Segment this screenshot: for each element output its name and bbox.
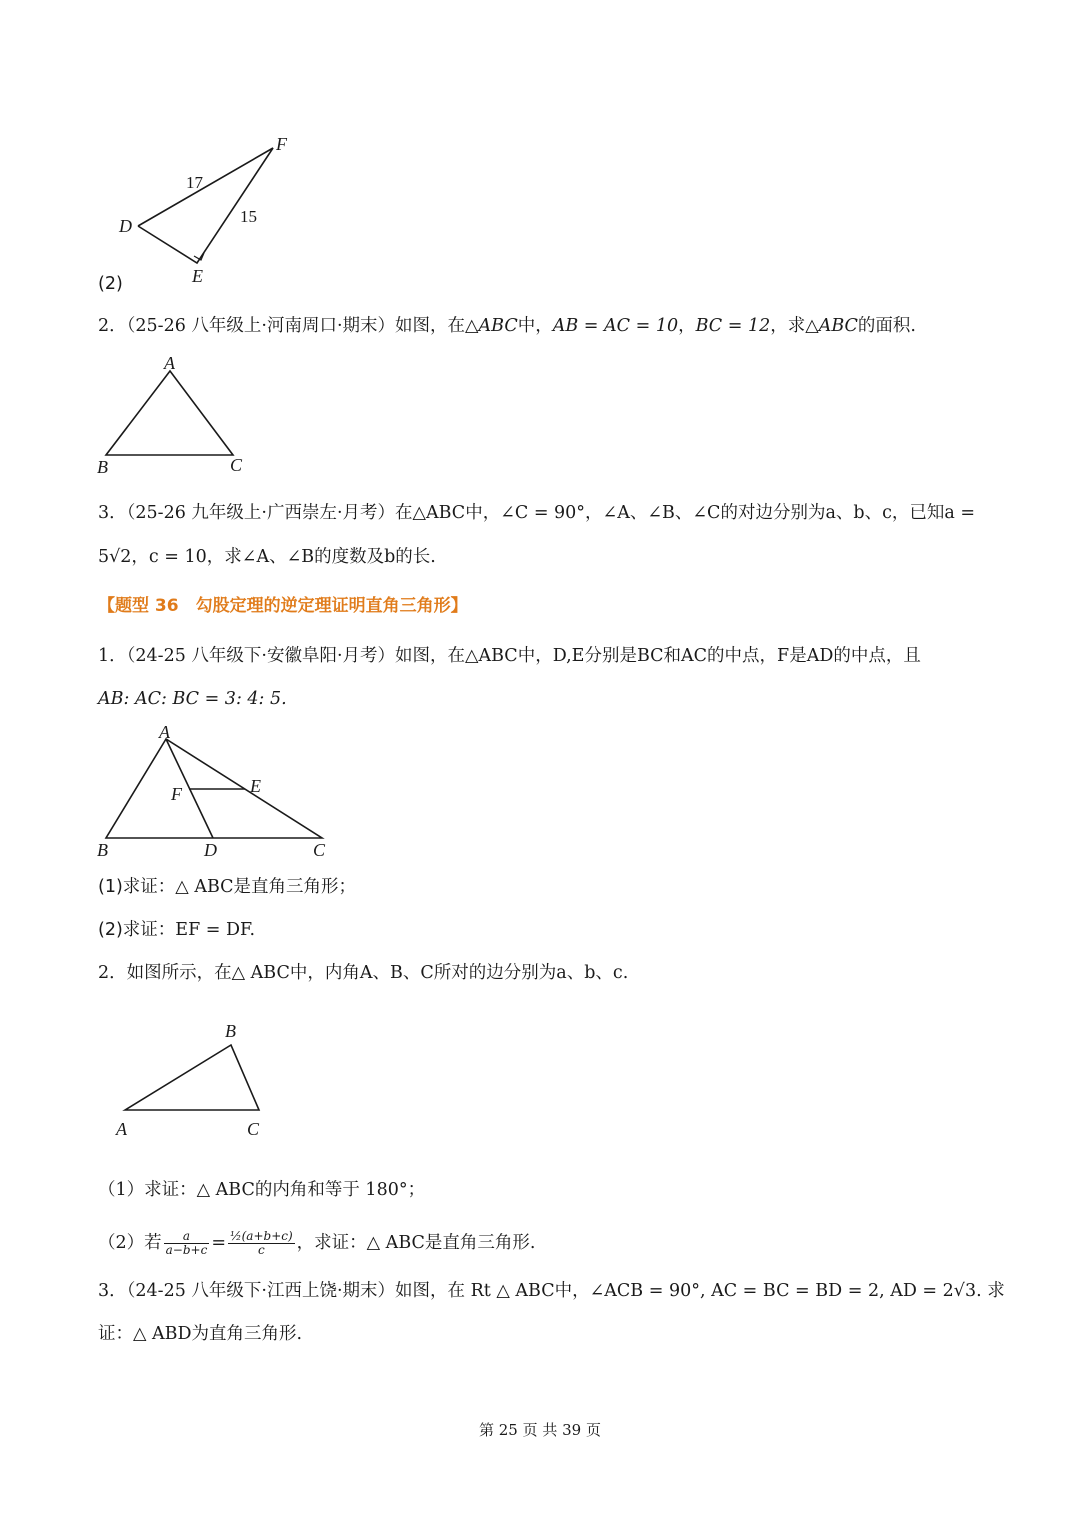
equation: BC = 12 (695, 316, 771, 336)
section-question-3-source: （24-25 八年级下·江西上饶·期末） (126, 1281, 396, 1301)
fraction-right (228, 1230, 295, 1257)
label-b: B (97, 840, 108, 860)
part-label-2: (2) (98, 274, 123, 294)
question-2-text: ，求△ (770, 316, 819, 336)
page-footer: 第 25 页 共 39 页 (478, 1421, 601, 1439)
label-e: E (192, 266, 203, 286)
part-text: 求证：EF = DF. (122, 920, 256, 940)
equation: AB = AC = 10 (552, 316, 679, 336)
section-question-1-source: （24-25 八年级下·安徽阜阳·月考） (126, 646, 396, 666)
side-label-df: 17 (186, 173, 203, 192)
part-label: （1） (98, 1180, 145, 1200)
section-question-2-number: 2． (98, 963, 127, 983)
label-f: F (171, 784, 182, 804)
question-2-number: 2． (98, 316, 127, 336)
label-d: D (119, 216, 132, 236)
section-question-1-line-2: AB: AC: BC = 3: 4: 5. (98, 689, 287, 709)
section-question-3-number: 3． (98, 1281, 127, 1301)
side-label-ef: 15 (240, 207, 257, 226)
section-question-1-number: 1． (98, 646, 127, 666)
section-question-2-text: 如图所示，在△ ABC中，内角A、B、C所对的边分别为a、b、c. (126, 963, 629, 983)
label-a: A (164, 353, 175, 373)
question-3-source: （25-26 九年级上·广西崇左·月考） (126, 503, 396, 523)
section-question-3 (98, 1280, 1005, 1302)
label-f: F (276, 134, 287, 154)
section-question-2-part-2 (98, 1222, 535, 1264)
label-c: C (230, 455, 243, 475)
part-text: 求证：△ ABC的内角和等于 180°； (144, 1180, 426, 1200)
part-label: （2） (98, 1233, 145, 1253)
part-label: (2) (98, 920, 123, 940)
label-b: B (225, 1021, 236, 1041)
fraction-left-numerator: a (164, 1230, 210, 1244)
label-b: B (97, 457, 108, 477)
part-text: 求证：△ ABC是直角三角形； (122, 877, 357, 897)
label-a: A (159, 722, 170, 742)
fraction-left-denominator: a−b+c (165, 1243, 208, 1257)
section-question-2-part-1 (98, 1179, 425, 1201)
question-2-source: （25-26 八年级上·河南周口·期末） (126, 316, 396, 336)
triangle-abc-outline (125, 1045, 259, 1110)
label-a: A (116, 1119, 127, 1139)
punctuation: ， (678, 316, 696, 336)
label-c: C (313, 840, 326, 860)
triangle-name: ABC (478, 316, 518, 336)
part-label: (1) (98, 877, 123, 897)
section-question-3-line-1: 如图，在 Rt △ ABC中，∠ACB = 90°, AC = BC = BD = 2, AD = 2√3. 求 (395, 1281, 1005, 1301)
triangle-name: ABC (818, 316, 858, 336)
section-title: 【题型 36 勾股定理的逆定理证明直角三角形】 (98, 596, 468, 616)
label-c: C (247, 1119, 260, 1139)
section-question-3-line-2: 证：△ ABD为直角三角形. (98, 1324, 303, 1344)
label-e: E (250, 776, 261, 796)
fraction-left (164, 1230, 210, 1257)
part-text: ，求证：△ ABC是直角三角形. (296, 1233, 536, 1253)
question-3-number: 3． (98, 503, 127, 523)
section-question-1-line-1: 如图，在△ABC中，D,E分别是BC和AC的中点，F是AD的中点，且 (395, 646, 921, 666)
ruo-text: 若 (144, 1233, 162, 1253)
fraction-right-numerator: ½(a+b+c) (229, 1229, 293, 1243)
label-d: D (204, 840, 217, 860)
question-2-text: 的面积. (857, 316, 916, 336)
fraction-right-denominator: c (257, 1243, 265, 1257)
question-3-line-2: 5√2，c = 10，求∠A、∠B的度数及b的长. (98, 547, 436, 567)
equals-sign: = (211, 1233, 226, 1253)
question-2-text: 中， (517, 316, 553, 336)
question-3-line-1: 在△ABC中，∠C = 90°，∠A、∠B、∠C的对边分别为a、b、c，已知a = (395, 503, 976, 523)
question-2-text: 如图，在△ (395, 316, 479, 336)
